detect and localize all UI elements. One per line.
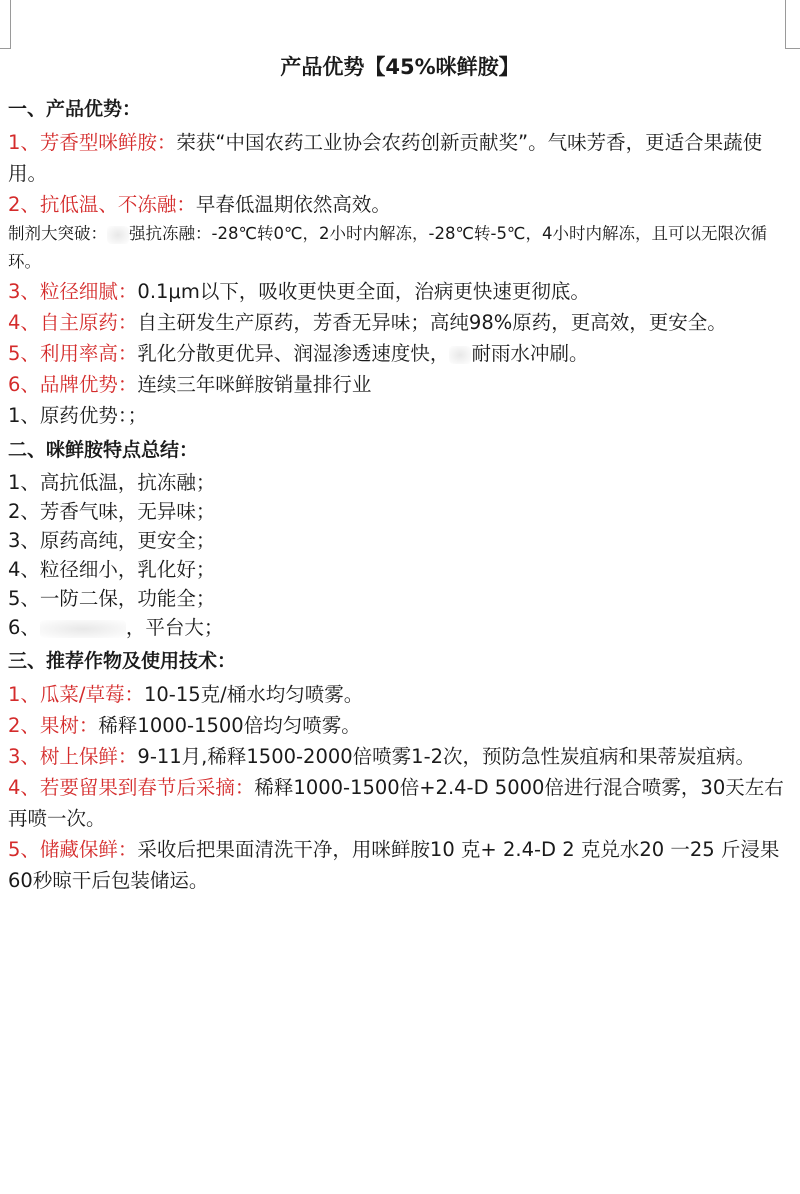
advantage-text: 0.1μm以下，吸收更快更全面，治病更快速更彻底。 [137, 280, 590, 303]
document-title: 产品优势【45%咪鲜胺】 [280, 55, 520, 79]
advantage-item [8, 338, 792, 369]
usage-label: 4、若要留果到春节后采摘： [8, 776, 255, 799]
advantage-label: 1、芳香型咪鲜胺： [8, 131, 177, 154]
usage-label: 3、树上保鲜： [8, 745, 138, 768]
summary-item: 1、高抗低温，抗冻融； [8, 471, 216, 494]
usage-text: 9-11月,稀释1500-2000倍喷雾1-2次，预防急性炭疽病和果蒂炭疽病。 [137, 745, 756, 768]
usage-item [8, 834, 792, 896]
advantage-item [8, 127, 792, 189]
advantage-item [8, 189, 792, 220]
advantage-item [8, 307, 792, 338]
usage-item [8, 710, 792, 741]
usage-item [8, 679, 792, 710]
usage-label: 1、瓜菜/草莓： [8, 683, 144, 706]
advantage-text: 荣获“中国农药工业协会农药创新贡献奖”。气味芳香，更适合果蔬使用。 [8, 131, 763, 185]
advantage-text: 乳化分散更优异、润湿渗透速度快， [137, 342, 450, 365]
advantage-text: 早春低温期依然高效。 [195, 193, 391, 216]
usage-text: 稀释1000-1500倍+2.4-D 5000倍进行混合喷雾，30天左右再喷一次。 [8, 776, 784, 830]
advantage-label: 5、利用率高： [8, 342, 138, 365]
note-text: 强抗冻融：-28℃转0℃，2小时内解冻，-28℃转-5℃，4小时内解冻，且可以无限次循环。 [8, 224, 767, 271]
section-heading-usage: 三、推荐作物及使用技术： [8, 650, 237, 672]
advantage-text-continued: 耐雨水冲刷。 [471, 342, 589, 365]
advantage-text: 自主研发生产原药，芳香无异味；高纯98%原药，更高效，更安全。 [137, 311, 727, 334]
usage-text: 采收后把果面清洗干净，用咪鲜胺10 克+ 2.4-D 2 克兑水20 一25 斤浸果60秒晾干后包装储运。 [8, 838, 780, 892]
summary-item [8, 613, 792, 642]
advantage-label: 6、品牌优势： [8, 373, 138, 396]
page-corner-mark-left [0, 0, 11, 49]
raw-material-advantage: 1、原药优势：； [8, 404, 148, 427]
page-corner-mark-right [785, 0, 800, 49]
usage-label: 2、果树： [8, 714, 99, 737]
redacted-mark [107, 226, 129, 244]
summary-item: 5、一防二保，功能全； [8, 587, 216, 610]
section-heading-advantages: 一、产品优势： [8, 98, 142, 120]
section-heading-summary: 二、咪鲜胺特点总结： [8, 439, 199, 461]
advantage-label: 3、粒径细腻： [8, 280, 138, 303]
summary-list [8, 468, 792, 642]
usage-item [8, 741, 792, 772]
advantage-item [8, 369, 792, 400]
usage-label: 5、储藏保鲜： [8, 838, 138, 861]
advantage-label: 4、自主原药： [8, 311, 138, 334]
formulation-note [8, 220, 792, 276]
advantage-label: 2、抗低温、不冻融： [8, 193, 196, 216]
summary-item: 2、芳香气味，无异味； [8, 500, 216, 523]
summary-item-suffix: ，平台大； [125, 616, 224, 639]
redacted-mark [449, 346, 471, 364]
summary-item-prefix: 6、 [8, 616, 40, 639]
usage-text: 稀释1000-1500倍均匀喷雾。 [98, 714, 361, 737]
summary-item: 4、粒径细小，乳化好； [8, 558, 216, 581]
document-body [8, 50, 792, 896]
advantage-text: 连续三年咪鲜胺销量排行业 [137, 373, 372, 396]
usage-item [8, 772, 792, 834]
redacted-mark [40, 620, 126, 638]
usage-text: 10-15克/桶水均匀喷雾。 [143, 683, 364, 706]
advantage-item [8, 276, 792, 307]
summary-item: 3、原药高纯，更安全； [8, 529, 216, 552]
note-label: 制剂大突破： [8, 224, 107, 243]
